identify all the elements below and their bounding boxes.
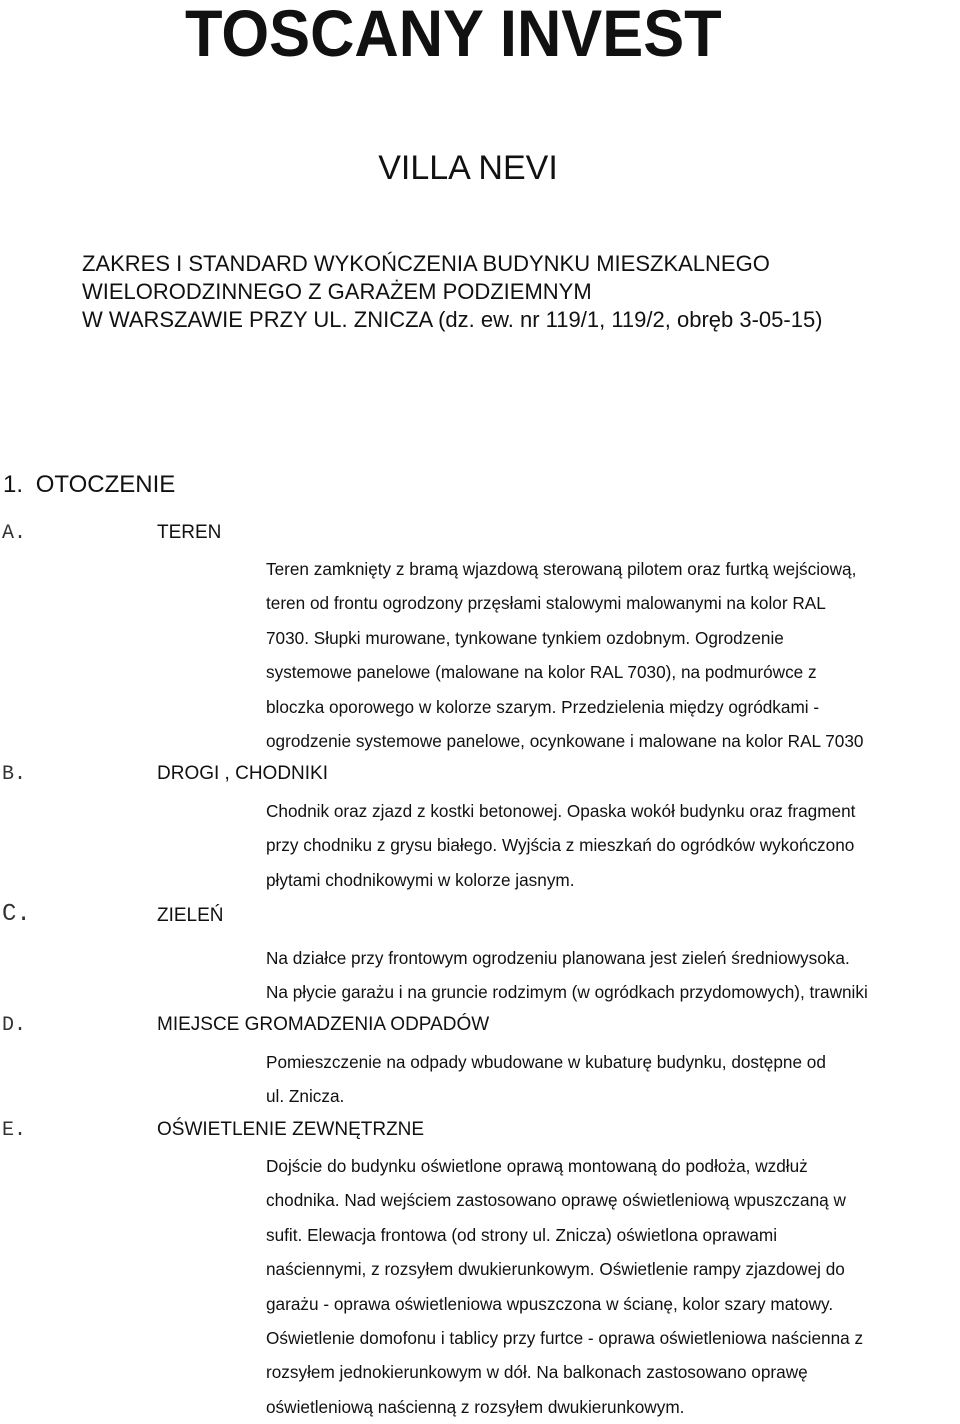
document-subtitle [82, 250, 942, 334]
item-heading-odpady: MIEJSCE GROMADZENIA ODPADÓW [157, 1014, 490, 1035]
body-line: Na płycie garażu i na gruncie rodzimym (w ogródkach przydomowych), trawniki [266, 982, 868, 1003]
body-line: systemowe panelowe (malowane na kolor RAL 7030), na podmurówce z [266, 662, 817, 683]
item-body-drogi [266, 794, 855, 897]
body-line: Dojście do budynku oświetlone oprawą montowaną do podłoża, wzdłuż [266, 1156, 808, 1176]
body-line: oświetleniową naścienną z rozsyłem dwukierunkowym. [266, 1396, 685, 1417]
body-line: chodnika. Nad wejściem zastosowano oprawę oświetleniową wpuszczaną w [266, 1190, 846, 1211]
item-letter-b: B. [2, 763, 27, 786]
item-heading-oswietlenie: OŚWIETLENIE ZEWNĘTRZNE [157, 1119, 425, 1140]
body-line: 7030. Słupki murowane, tynkowane tynkiem ozdobnym. Ogrodzenie [266, 627, 784, 648]
item-heading-zielen: ZIELEŃ [157, 905, 224, 926]
body-line: Pomieszczenie na odpady wbudowane w kubaturę budynku, dostępne od [266, 1052, 826, 1072]
body-line: Teren zamknięty z bramą wjazdową sterowaną pilotem oraz furtką wejściową, [266, 559, 857, 579]
item-letter-c: C. [2, 901, 31, 928]
document-title: VILLA NEVI [378, 149, 558, 187]
item-body-teren [266, 552, 863, 758]
body-line: teren od frontu ogrodzony przęsłami stalowymi malowanymi na kolor RAL [266, 593, 826, 614]
body-line: Oświetlenie domofonu i tablicy przy furtce - oprawa oświetleniowa naścienna z [266, 1328, 864, 1349]
item-heading-teren: TEREN [157, 522, 222, 543]
body-line: garażu - oprawa oświetleniowa wpuszczona w ścianę, kolor szary matowy. [266, 1293, 834, 1314]
body-line: rozsyłem jednokierunkowym w dół. Na balkonach zastosowano oprawę [266, 1362, 808, 1383]
item-body-odpady [266, 1045, 826, 1114]
body-line: naściennymi, z rozsyłem dwukierunkowym. Oświetlenie rampy zjazdowej do [266, 1259, 845, 1280]
body-line: płytami chodnikowymi w kolorze jasnym. [266, 869, 575, 890]
subtitle-line: ZAKRES I STANDARD WYKOŃCZENIA BUDYNKU MIESZKALNEGO [82, 251, 770, 276]
body-line: przy chodniku z grysu białego. Wyjścia z mieszkań do ogródków wykończono [266, 835, 855, 856]
item-letter-a: A. [2, 522, 27, 545]
body-line: ogrodzenie systemowe panelowe, ocynkowane i malowane na kolor RAL 7030 [266, 731, 864, 752]
company-logo: TOSCANY INVEST [185, 0, 722, 70]
item-letter-d: D. [2, 1014, 27, 1037]
section-heading [3, 470, 175, 500]
body-line: sufit. Elewacja frontowa (od strony ul. Znicza) oświetlona oprawami [266, 1224, 778, 1245]
section-number: 1. [3, 471, 24, 498]
item-heading-drogi: DROGI , CHODNIKI [157, 763, 329, 784]
body-line: ul. Znicza. [266, 1086, 345, 1107]
body-line: Chodnik oraz zjazd z kostki betonowej. Opaska wokół budynku oraz fragment [266, 801, 856, 821]
item-body-oswietlenie [266, 1149, 863, 1424]
subtitle-line: W WARSZAWIE PRZY UL. ZNICZA (dz. ew. nr 119/1, 119/2, obręb 3-05-15) [82, 307, 823, 332]
item-body-zielen [266, 941, 868, 1010]
body-line: Na działce przy frontowym ogrodzeniu planowana jest zieleń średniowysoka. [266, 948, 850, 968]
section-label: OTOCZENIE [35, 471, 176, 498]
body-line: bloczka oporowego w kolorze szarym. Przedzielenia między ogródkami - [266, 696, 820, 717]
subtitle-line: WIELORODZINNEGO Z GARAŻEM PODZIEMNYM [82, 279, 592, 304]
item-letter-e: E. [2, 1119, 27, 1142]
